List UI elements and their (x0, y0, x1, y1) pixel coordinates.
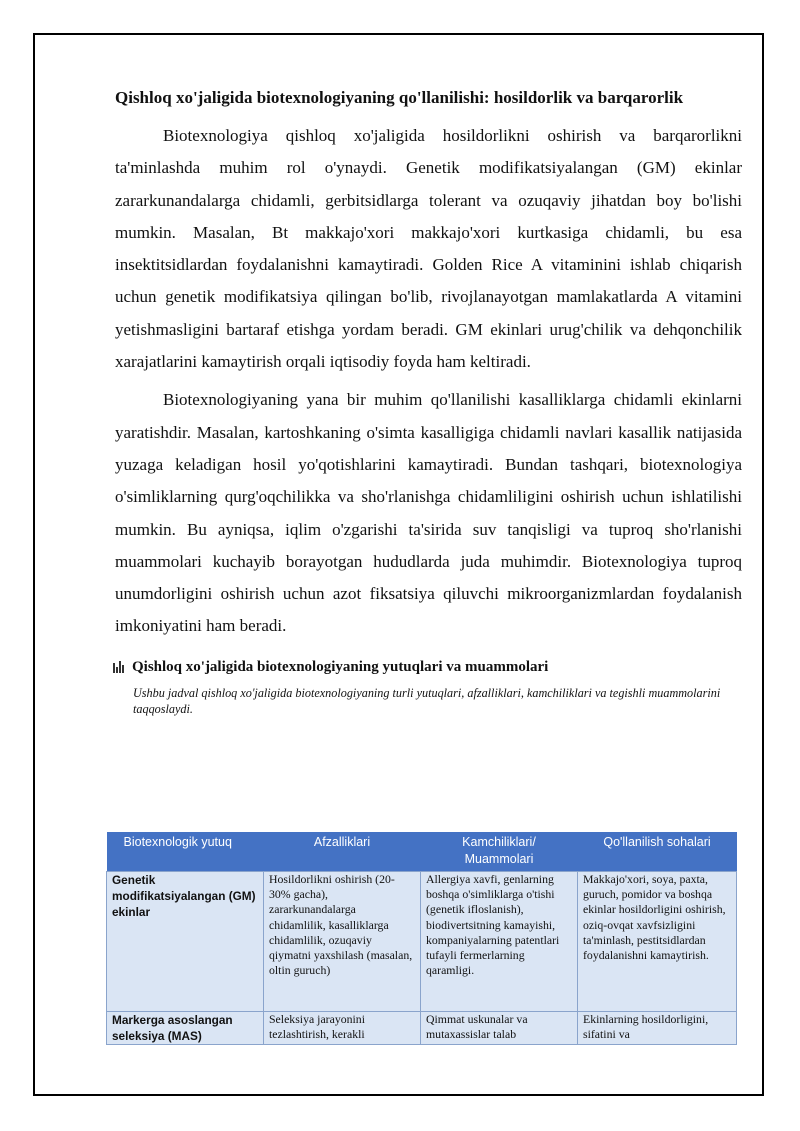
table-cell: Makkajo'xori, soya, paxta, guruch, pomidor va boshqa ekinlar hosildorligini oshirish, oziq-ovqat xavfsizligini ta'minlash, pestitsidlardan foydalanishni kamaytirish. (578, 872, 737, 1012)
table-cell: Markerga asoslangan seleksiya (MAS) (107, 1012, 264, 1045)
table-heading (115, 657, 742, 677)
paragraph-1: Biotexnologiya qishloq xo'jaligida hosildorlikni oshirish va barqarorlikni ta'minlashda muhim rol o'ynaydi. Genetik modifikatsiyalangan (GM) ekinlar zararkunandalarga chidamli, gerbitsidlarga tolerant va ozuqaviy jihatdan boy bo'lishi mumkin. Masalan, Bt makkajo'xori makkajo'xori kurtkasiga chidamli, bu esa insektitsidlardan foydalanishni kamaytiradi. Golden Rice A vitaminini ishlab chiqarish uchun genetik modifikatsiya qilingan bo'lib, rivojlanayotgan mamlakatlarda A vitamini yetishmasligini bartaraf etishga yordam beradi. GM ekinlari urug'chilik va dehqonchilik xarajatlarini kamaytirish orqali iqtisodiy foyda ham keltiradi. (115, 126, 742, 372)
paragraph-2: Biotexnologiyaning yana bir muhim qo'llanilishi kasalliklarga chidamli ekinlarni yaratishdir. Masalan, kartoshkaning o'simta kasalligiga chidamli navlari kasallik natijasida yuzaga keladigan hosil yo'qotishlarini kamaytiradi. Bundan tashqari, biotexnologiya o'simliklarning qurg'oqchilikka va sho'rlanishga chidamliligini oshirish uchun ishlatilishi mumkin. Bu ayniqsa, iqlim o'zgarishi ta'sirida suv tanqisligi va tuproq sho'rlanishi muammolari kuchayib borayotgan hududlarda juda muhimdir. Biotexnologiya tuproq unumdorligini oshirish uchun azot fiksatsiya qiluvchi mikroorganizmlardan foydalanish imkoniyatini ham beradi. (115, 390, 742, 636)
table-header-row (107, 832, 737, 872)
table-row (107, 1012, 737, 1045)
column-header-applications: Qo'llanilish sohalari (578, 832, 737, 872)
column-header-disadvantages: Kamchiliklari/ Muammolari (421, 832, 578, 872)
table-row (107, 872, 737, 1012)
column-header-achievement: Biotexnologik yutuq (107, 832, 264, 872)
table-cell: Allergiya xavfi, genlarning boshqa o'simliklarga o'tishi (genetik ifloslanish), biodivertsitning kamayishi, kompaniyalarning patentlari tufayli fermerlarning qaramligi. (421, 872, 578, 1012)
document-body (115, 86, 742, 717)
column-header-advantages: Afzalliklari (264, 832, 421, 872)
table-cell: Seleksiya jarayonini tezlashtirish, kerakli (264, 1012, 421, 1045)
comparison-table (106, 832, 737, 1045)
table-heading-text: Qishloq xo'jaligida biotexnologiyaning yutuqlari va muammolari (132, 658, 549, 675)
table-cell: Hosildorlikni oshirish (20-30% gacha), zararkunandalarga chidamlilik, kasalliklarga chidamlilik, ozuqaviy qiymatni yaxshilash (masalan, oltin guruch) (264, 872, 421, 1012)
table-cell: Genetik modifikatsiyalangan (GM) ekinlar (107, 872, 264, 1012)
bar-chart-icon (113, 661, 127, 673)
table-cell: Ekinlarning hosildorligini, sifatini va (578, 1012, 737, 1045)
table-cell: Qimmat uskunalar va mutaxassislar talab (421, 1012, 578, 1045)
table-caption: Ushbu jadval qishloq xo'jaligida biotexnologiyaning turli yutuqlari, afzalliklari, kamchiliklari va tegishli muammolarini taqqoslaydi. (133, 685, 721, 716)
document-title: Qishloq xo'jaligida biotexnologiyaning qo'llanilishi: hosildorlik va barqarorlik (115, 88, 684, 107)
